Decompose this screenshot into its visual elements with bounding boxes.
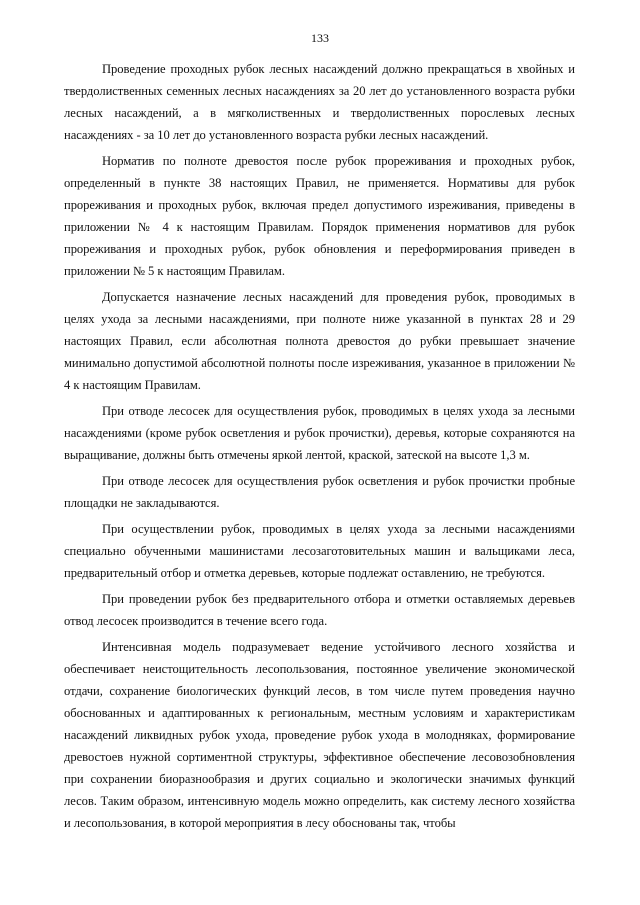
paragraph: Интенсивная модель подразумевает ведение устойчивого лесного хозяйства и обеспечивает неистощительность лесопользования, постоянное увеличение экономической отдачи, сохранение биологических функций лесов, в том числе путем проведения научно обоснованных и адаптированных к региональным, местным условиям и характеристикам насаждений ликвидных рубок ухода, проведение рубок ухода в молодняках, формирование древостоев нужной сортиментной структуры, эффективное обеспечение лесовозобновления при сохранении биоразнообразия и других социально и экологически значимых функций лесов. Таким образом, интенсивную модель можно определить, как систему лесного хозяйства и лесопользования, в которой мероприятия в лесу обоснованы так, чтобы [64, 640, 575, 830]
paragraph: Норматив по полноте древостоя после рубок прореживания и проходных рубок, определенный в пункте 38 настоящих Правил, не применяется. Нормативы для рубок прореживания и проходных рубок, включая предел допустимого изреживания, приведены в приложении № 4 к настоящим Правилам. Порядок применения нормативов для рубок прореживания и проходных рубок, рубок обновления и переформирования приведен в приложении № 5 к настоящим Правилам. [64, 154, 575, 278]
paragraph: Допускается назначение лесных насаждений для проведения рубок, проводимых в целях ухода за лесными насаждениями, при полноте ниже указанной в пунктах 28 и 29 настоящих Правил, если абсолютная полнота древостоя до рубки превышает значение минимально допустимой абсолютной полноты после изреживания, указанное в приложении № 4 к настоящим Правилам. [64, 290, 575, 392]
paragraph: При осуществлении рубок, проводимых в целях ухода за лесными насаждениями специально обученными машинистами лесозаготовительных машин и вальщиками леса, предварительный отбор и отметка деревьев, которые подлежат оставлению, не требуются. [64, 522, 575, 580]
paragraph: Проведение проходных рубок лесных насаждений должно прекращаться в хвойных и твердолиственных семенных лесных насаждениях за 20 лет до установленного возраста рубки лесных насаждений, а в мягколиственных и твердолиственных порослевых лесных насаждениях - за 10 лет до установленного возраста рубки лесных насаждений. [64, 62, 575, 142]
document-body [64, 58, 575, 838]
page-number: 133 [311, 31, 329, 45]
paragraph: При проведении рубок без предварительного отбора и отметки оставляемых деревьев отвод лесосек производится в течение всего года. [64, 592, 575, 628]
paragraph: При отводе лесосек для осуществления рубок, проводимых в целях ухода за лесными насаждениями (кроме рубок осветления и рубок прочистки), деревья, которые сохраняются на выращивание, должны быть отмечены яркой лентой, краской, затеской на высоте 1,3 м. [64, 404, 575, 462]
paragraph: При отводе лесосек для осуществления рубок осветления и рубок прочистки пробные площадки не закладываются. [64, 474, 575, 510]
